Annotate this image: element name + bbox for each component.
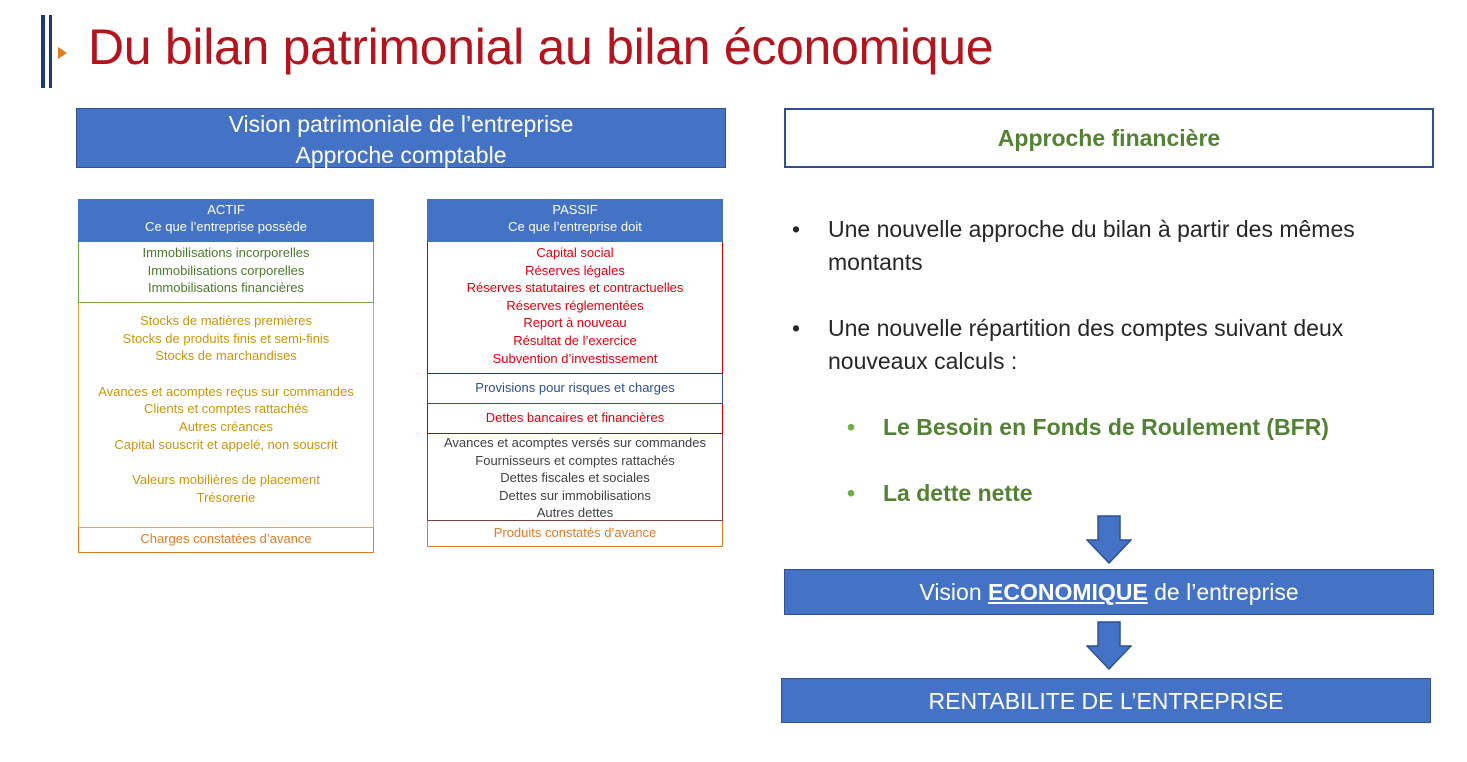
down-arrow-icon: [1086, 515, 1132, 564]
passif-provisions-block: [427, 374, 723, 404]
sub-bullet-text: Le Besoin en Fonds de Roulement (BFR): [883, 414, 1329, 440]
spacer: [792, 444, 1432, 477]
passif-capitaux-propres-block: [427, 242, 723, 374]
eco-strong: ECONOMIQUE: [988, 579, 1148, 605]
sub-bullet-text: La dette nette: [883, 480, 1033, 506]
list-item: Stocks de marchandises: [155, 348, 297, 364]
bullet-item: [792, 213, 1432, 279]
passif-subtitle: Ce que l’entreprise doit: [508, 219, 642, 234]
list-item: Immobilisations corporelles: [147, 262, 305, 278]
list-item: Autres créances: [179, 418, 273, 434]
list-item: Dettes bancaires et financières: [485, 410, 665, 425]
list-item: Trésorerie: [196, 489, 256, 505]
list-item: Autres dettes: [536, 505, 614, 521]
list-item: Fournisseurs et comptes rattachés: [475, 452, 675, 468]
bullet-icon: •: [847, 480, 856, 506]
actif-charges-constatees-block: [78, 528, 374, 553]
spacer: [792, 378, 1432, 411]
actif-column: [78, 199, 374, 553]
bullet-text: Une nouvelle approche du bilan à partir des mêmes montants: [828, 216, 1355, 275]
patrimonial-vision-line2: Approche comptable: [295, 142, 507, 168]
list-item: Immobilisations financières: [147, 280, 305, 296]
list-item: Dettes fiscales et sociales: [500, 470, 650, 486]
rentabilite-box: RENTABILITE DE L’ENTREPRISE: [781, 678, 1431, 723]
list-item: Valeurs mobilières de placement: [132, 472, 320, 488]
list-item: Immobilisations incorporelles: [142, 245, 310, 260]
list-item: Avances et acomptes reçus sur commandes: [98, 383, 354, 399]
bullet-text: Une nouvelle répartition des comptes suivant deux nouveaux calculs :: [828, 315, 1344, 374]
eco-prefix: Vision: [919, 579, 989, 605]
patrimonial-vision-header: [76, 108, 726, 168]
sub-bullet-item: [792, 477, 1432, 510]
list-item: Avances et acomptes versés sur commandes: [443, 435, 707, 450]
list-item: Produits constatés d’avance: [493, 525, 657, 540]
list-item: Réserves statutaires et contractuelles: [466, 280, 684, 296]
passif-header: [427, 199, 723, 242]
page-title: Du bilan patrimonial au bilan économique: [88, 19, 994, 75]
bullet-icon: •: [792, 315, 801, 341]
economic-vision-box: [784, 569, 1434, 615]
bullet-list: [792, 213, 1432, 510]
spacer: [792, 279, 1432, 312]
down-arrow-icon: [1086, 621, 1132, 670]
actif-header: [78, 199, 374, 242]
passif-column: [427, 199, 723, 547]
bullet-icon: •: [792, 216, 801, 242]
bullet-item: [792, 312, 1432, 378]
patrimonial-vision-line1: Vision patrimoniale de l’entreprise: [228, 111, 574, 137]
sub-bullet-item: [792, 411, 1432, 444]
list-item: Report à nouveau: [523, 315, 627, 331]
title-accent-bar: [41, 15, 45, 88]
title-accent-bar-2: [49, 15, 52, 88]
eco-suffix: de l’entreprise: [1147, 579, 1299, 605]
actif-immobilisations-block: [78, 242, 374, 303]
list-item: Capital souscrit et appelé, non souscrit: [114, 436, 338, 452]
list-item: Clients et comptes rattachés: [143, 401, 309, 417]
list-item: Réserves légales: [525, 262, 625, 278]
actif-title: ACTIF: [207, 202, 245, 217]
actif-actif-circulant-block: [78, 303, 374, 528]
bullet-icon: •: [847, 414, 856, 440]
actif-subtitle: Ce que l’entreprise possède: [145, 219, 307, 234]
spacer: [79, 365, 373, 383]
financial-approach-header: Approche financière: [784, 108, 1434, 168]
title-arrow-icon: [58, 47, 67, 59]
passif-dettes-bancaires-block: [427, 404, 723, 434]
list-item: Résultat de l’exercice: [513, 332, 637, 348]
passif-produits-constates-block: [427, 521, 723, 547]
spacer: [79, 453, 373, 471]
passif-dettes-exploitation-block: [427, 434, 723, 521]
list-item: Stocks de matières premières: [140, 313, 312, 328]
list-item: Capital social: [536, 245, 614, 260]
list-item: Charges constatées d’avance: [140, 531, 312, 546]
list-item: Subvention d’investissement: [492, 350, 658, 366]
passif-title: PASSIF: [552, 202, 598, 217]
list-item: Stocks de produits finis et semi-finis: [122, 330, 330, 346]
list-item: Dettes sur immobilisations: [499, 487, 651, 503]
list-item: Réserves réglementées: [506, 297, 644, 313]
list-item: Provisions pour risques et charges: [475, 380, 675, 395]
